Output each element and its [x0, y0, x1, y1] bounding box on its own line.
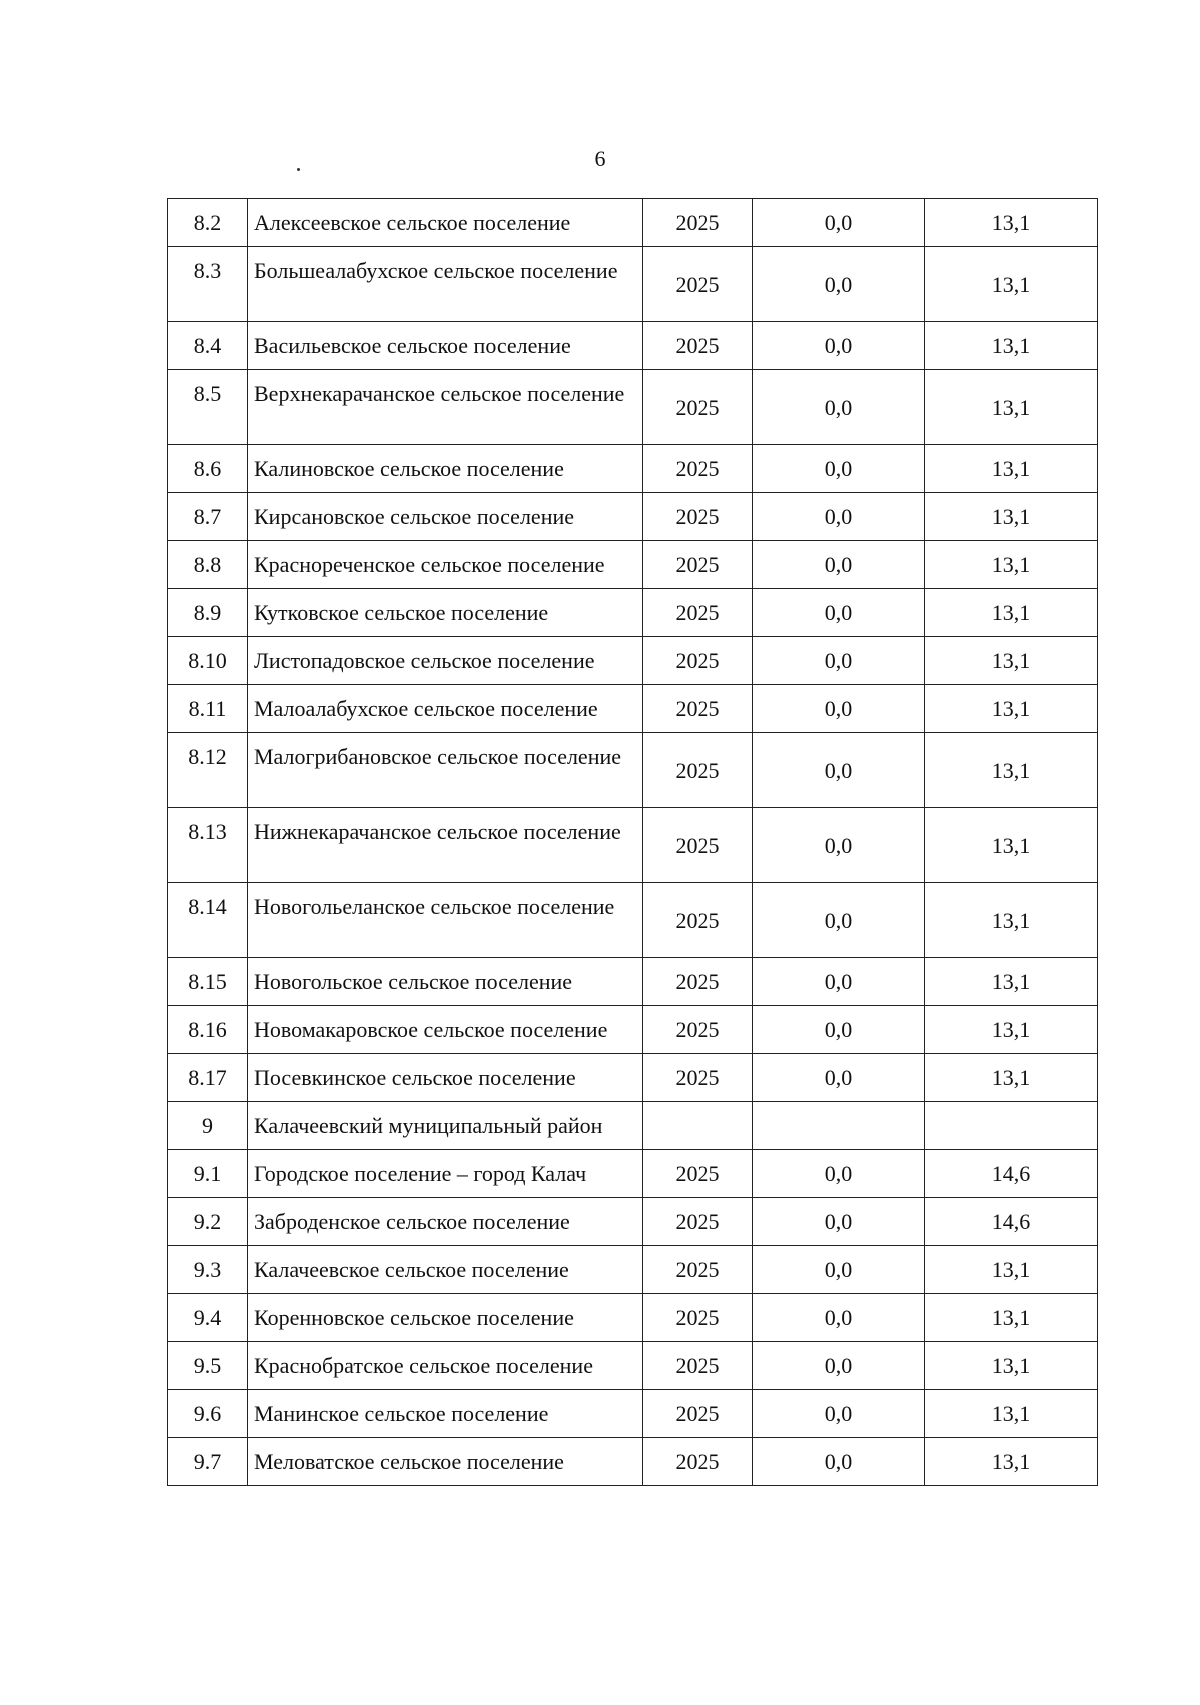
settlement-name: Кирсановское сельское поселение	[248, 493, 643, 541]
year-cell: 2025	[643, 1054, 753, 1102]
value-2-cell: 13,1	[925, 445, 1098, 493]
row-number: 9.2	[168, 1198, 248, 1246]
value-1-cell: 0,0	[753, 370, 925, 445]
row-number: 8.4	[168, 322, 248, 370]
value-1-cell: 0,0	[753, 493, 925, 541]
settlement-name: Городское поселение – город Калач	[248, 1150, 643, 1198]
year-cell	[643, 1102, 753, 1150]
value-1-cell: 0,0	[753, 199, 925, 247]
year-cell: 2025	[643, 1198, 753, 1246]
page-number: 6	[594, 146, 606, 171]
table-row	[168, 199, 1098, 247]
settlement-name: Краснобратское сельское поселение	[248, 1342, 643, 1390]
value-1-cell: 0,0	[753, 541, 925, 589]
row-number: 8.7	[168, 493, 248, 541]
year-cell: 2025	[643, 445, 753, 493]
value-2-cell: 13,1	[925, 322, 1098, 370]
row-number: 8.3	[168, 247, 248, 322]
value-2-cell: 13,1	[925, 883, 1098, 958]
settlement-name: Малоалабухское сельское поселение	[248, 685, 643, 733]
year-cell: 2025	[643, 1390, 753, 1438]
value-1-cell: 0,0	[753, 637, 925, 685]
table-row	[168, 1102, 1098, 1150]
value-2-cell: 13,1	[925, 1006, 1098, 1054]
settlement-name: Калиновское сельское поселение	[248, 445, 643, 493]
settlement-name: Манинское сельское поселение	[248, 1390, 643, 1438]
row-number: 8.8	[168, 541, 248, 589]
value-2-cell: 13,1	[925, 1342, 1098, 1390]
row-number: 9.3	[168, 1246, 248, 1294]
table-row	[168, 445, 1098, 493]
value-1-cell: 0,0	[753, 1342, 925, 1390]
value-2-cell: 13,1	[925, 1390, 1098, 1438]
value-1-cell: 0,0	[753, 247, 925, 322]
value-1-cell	[753, 1102, 925, 1150]
value-2-cell	[925, 1102, 1098, 1150]
table-row	[168, 322, 1098, 370]
settlement-name: Краснореченское сельское поселение	[248, 541, 643, 589]
table-row	[168, 493, 1098, 541]
value-2-cell: 13,1	[925, 1246, 1098, 1294]
table-row	[168, 808, 1098, 883]
value-2-cell: 13,1	[925, 589, 1098, 637]
value-2-cell: 13,1	[925, 637, 1098, 685]
year-cell: 2025	[643, 1246, 753, 1294]
year-cell: 2025	[643, 808, 753, 883]
row-number: 8.12	[168, 733, 248, 808]
value-2-cell: 13,1	[925, 733, 1098, 808]
settlement-name: Листопадовское сельское поселение	[248, 637, 643, 685]
year-cell: 2025	[643, 1006, 753, 1054]
value-2-cell: 13,1	[925, 493, 1098, 541]
year-cell: 2025	[643, 958, 753, 1006]
year-cell: 2025	[643, 493, 753, 541]
table-row	[168, 1198, 1098, 1246]
value-2-cell: 13,1	[925, 1054, 1098, 1102]
table-row	[168, 637, 1098, 685]
table-row	[168, 1390, 1098, 1438]
value-2-cell: 13,1	[925, 808, 1098, 883]
settlement-name: Новогольское сельское поселение	[248, 958, 643, 1006]
table-row	[168, 733, 1098, 808]
value-1-cell: 0,0	[753, 685, 925, 733]
settlement-name: Посевкинское сельское поселение	[248, 1054, 643, 1102]
year-cell: 2025	[643, 199, 753, 247]
table-row	[168, 1438, 1098, 1486]
value-1-cell: 0,0	[753, 1006, 925, 1054]
value-2-cell: 13,1	[925, 1294, 1098, 1342]
row-number: 9.6	[168, 1390, 248, 1438]
year-cell: 2025	[643, 1294, 753, 1342]
table-row	[168, 958, 1098, 1006]
settlement-name: Коренновское сельское поселение	[248, 1294, 643, 1342]
year-cell: 2025	[643, 589, 753, 637]
row-number: 8.17	[168, 1054, 248, 1102]
row-number: 9.5	[168, 1342, 248, 1390]
settlement-name: Нижнекарачанское сельское поселение	[248, 808, 643, 883]
value-1-cell: 0,0	[753, 1246, 925, 1294]
table-row	[168, 685, 1098, 733]
table-row	[168, 1054, 1098, 1102]
row-number: 8.6	[168, 445, 248, 493]
table-row	[168, 1246, 1098, 1294]
year-cell: 2025	[643, 733, 753, 808]
value-1-cell: 0,0	[753, 322, 925, 370]
year-cell: 2025	[643, 247, 753, 322]
year-cell: 2025	[643, 370, 753, 445]
settlement-name: Заброденское сельское поселение	[248, 1198, 643, 1246]
table-row	[168, 370, 1098, 445]
table-row	[168, 1006, 1098, 1054]
settlement-name: Алексеевское сельское поселение	[248, 199, 643, 247]
table-row	[168, 541, 1098, 589]
settlement-name: Калачеевское сельское поселение	[248, 1246, 643, 1294]
settlements-table	[167, 198, 1098, 1486]
row-number: 9.7	[168, 1438, 248, 1486]
settlement-name: Кутковское сельское поселение	[248, 589, 643, 637]
value-1-cell: 0,0	[753, 445, 925, 493]
row-number: 9	[168, 1102, 248, 1150]
value-2-cell: 13,1	[925, 1438, 1098, 1486]
settlement-name: Новогольеланское сельское поселение	[248, 883, 643, 958]
table-row	[168, 1150, 1098, 1198]
district-name: Калачеевский муниципальный район	[248, 1102, 643, 1150]
year-cell: 2025	[643, 541, 753, 589]
value-2-cell: 13,1	[925, 685, 1098, 733]
year-cell: 2025	[643, 883, 753, 958]
scan-speck	[297, 168, 300, 171]
value-1-cell: 0,0	[753, 1390, 925, 1438]
settlement-name: Большеалабухское сельское поселение	[248, 247, 643, 322]
row-number: 8.15	[168, 958, 248, 1006]
value-1-cell: 0,0	[753, 883, 925, 958]
row-number: 8.16	[168, 1006, 248, 1054]
value-1-cell: 0,0	[753, 1198, 925, 1246]
year-cell: 2025	[643, 1150, 753, 1198]
table-row	[168, 589, 1098, 637]
row-number: 8.9	[168, 589, 248, 637]
value-2-cell: 13,1	[925, 541, 1098, 589]
value-1-cell: 0,0	[753, 733, 925, 808]
value-1-cell: 0,0	[753, 589, 925, 637]
settlement-name: Меловатское сельское поселение	[248, 1438, 643, 1486]
settlement-name: Малогрибановское сельское поселение	[248, 733, 643, 808]
value-2-cell: 14,6	[925, 1198, 1098, 1246]
settlement-name: Верхнекарачанское сельское поселение	[248, 370, 643, 445]
value-1-cell: 0,0	[753, 1438, 925, 1486]
value-2-cell: 13,1	[925, 370, 1098, 445]
row-number: 8.10	[168, 637, 248, 685]
year-cell: 2025	[643, 1438, 753, 1486]
value-1-cell: 0,0	[753, 1294, 925, 1342]
value-1-cell: 0,0	[753, 1054, 925, 1102]
row-number: 8.5	[168, 370, 248, 445]
year-cell: 2025	[643, 322, 753, 370]
value-1-cell: 0,0	[753, 808, 925, 883]
row-number: 9.4	[168, 1294, 248, 1342]
year-cell: 2025	[643, 685, 753, 733]
table-row	[168, 883, 1098, 958]
row-number: 9.1	[168, 1150, 248, 1198]
year-cell: 2025	[643, 1342, 753, 1390]
row-number: 8.11	[168, 685, 248, 733]
value-1-cell: 0,0	[753, 958, 925, 1006]
year-cell: 2025	[643, 637, 753, 685]
value-1-cell: 0,0	[753, 1150, 925, 1198]
settlement-name: Васильевское сельское поселение	[248, 322, 643, 370]
value-2-cell: 14,6	[925, 1150, 1098, 1198]
value-2-cell: 13,1	[925, 247, 1098, 322]
row-number: 8.14	[168, 883, 248, 958]
table-row	[168, 247, 1098, 322]
table-row	[168, 1342, 1098, 1390]
row-number: 8.2	[168, 199, 248, 247]
row-number: 8.13	[168, 808, 248, 883]
value-2-cell: 13,1	[925, 958, 1098, 1006]
table-row	[168, 1294, 1098, 1342]
value-2-cell: 13,1	[925, 199, 1098, 247]
settlement-name: Новомакаровское сельское поселение	[248, 1006, 643, 1054]
